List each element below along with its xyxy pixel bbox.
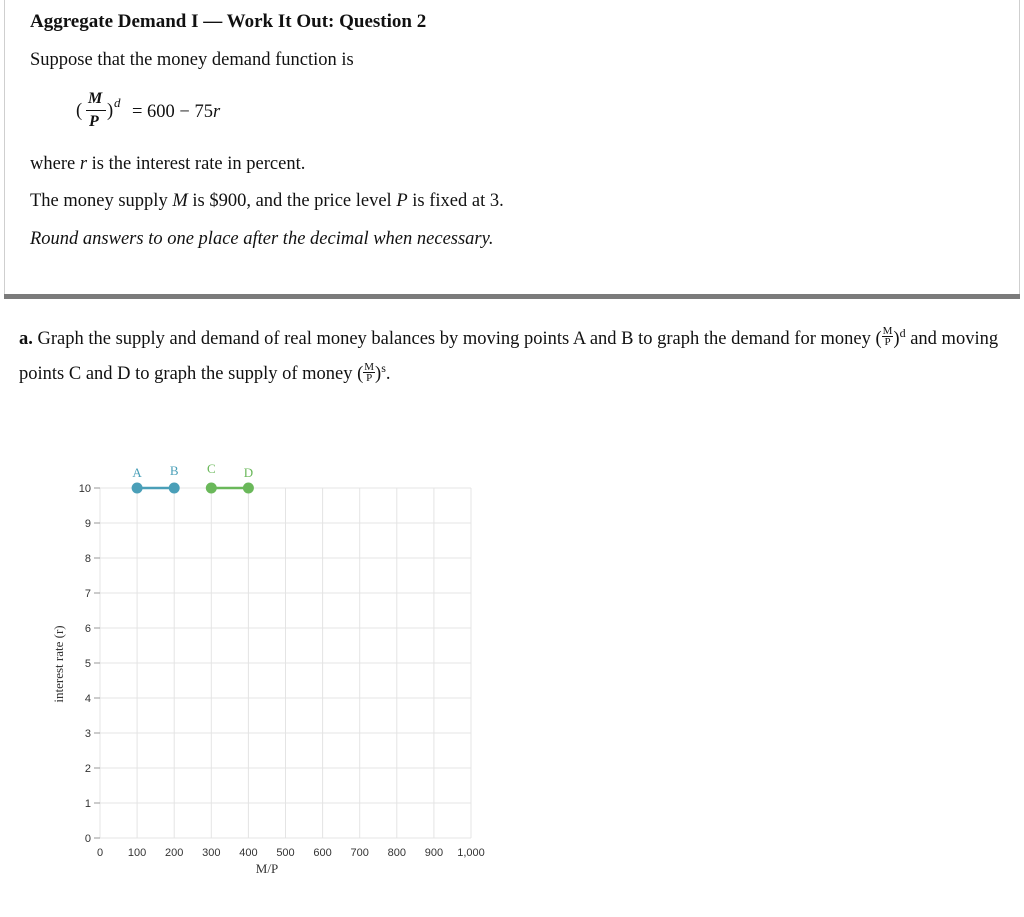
y-tick-label: 1 — [84, 798, 91, 810]
fraction-m-over-p: $\frac{M}{P}$ — [882, 325, 893, 349]
point-b-handle[interactable] — [169, 483, 180, 494]
fraction-m-over-p: $\frac{M}{P}$ — [364, 360, 375, 384]
point-a-handle[interactable] — [132, 483, 143, 494]
point-c-handle[interactable] — [206, 483, 217, 494]
part-a-prompt: a. Graph the supply and demand of real money balances by moving points A and B to graph the demand for money ( $\frac{M}{P}$ )$^d$ and moving points C and D to graph the supply of money ( $\frac{M}{P}$ )$^s$. — [19, 325, 999, 385]
x-tick-label: 1,000 — [457, 847, 485, 859]
y-axis-ticks — [79, 483, 100, 845]
x-tick-label: 700 — [350, 847, 369, 859]
question-title: Aggregate Demand I — Work It Out: Question 2 — [30, 11, 427, 32]
point-d-handle[interactable] — [243, 483, 254, 494]
y-tick-label: 9 — [84, 518, 91, 530]
x-tick-label: 300 — [202, 847, 221, 859]
equation-superscript: d — [114, 95, 121, 110]
chart-grid — [100, 488, 471, 838]
equation-numerator: M — [88, 90, 103, 107]
y-tick-label: 8 — [84, 553, 91, 565]
x-axis-label: M/P — [255, 861, 279, 876]
y-tick-label: 2 — [84, 763, 91, 775]
y-tick-label: 3 — [84, 728, 91, 740]
x-tick-label: 0 — [96, 847, 104, 859]
close-paren: ) — [107, 101, 114, 121]
x-tick-label: 600 — [313, 847, 332, 859]
money-market-graph[interactable] — [0, 450, 520, 890]
x-tick-label: 100 — [127, 847, 147, 859]
money-supply-statement: The money supply M is $900, and the price level P is fixed at 3. — [30, 191, 504, 211]
section-divider — [4, 294, 1020, 299]
point-c-label: C — [206, 461, 216, 476]
x-tick-label: 200 — [165, 847, 184, 859]
point-b-label: B — [169, 463, 179, 478]
fraction-bar — [86, 110, 106, 111]
equation-denominator: P — [89, 113, 99, 130]
chart-series — [132, 461, 254, 494]
x-tick-label: 900 — [424, 847, 444, 859]
interest-rate-definition: where r is the interest rate in percent. — [30, 154, 306, 174]
y-tick-label: 7 — [84, 588, 91, 600]
y-tick-label: 4 — [84, 693, 91, 705]
y-tick-label: 10 — [78, 483, 91, 495]
y-axis-label: interest rate (r) — [51, 625, 66, 703]
x-tick-label: 500 — [276, 847, 295, 859]
x-tick-label: 400 — [239, 847, 258, 859]
intro-text: Suppose that the money demand function is — [30, 50, 354, 70]
y-tick-label: 6 — [84, 623, 91, 635]
point-a-label: A — [132, 465, 142, 480]
equation-rhs: = 600 − 75r — [132, 102, 221, 122]
x-tick-label: 800 — [387, 847, 406, 859]
point-d-label: D — [243, 465, 254, 480]
x-axis-ticks — [97, 847, 485, 859]
rounding-instruction: Round answers to one place after the decimal when necessary. — [30, 229, 494, 249]
y-tick-label: 5 — [84, 658, 91, 670]
open-paren: ( — [76, 101, 83, 121]
y-tick-label: 0 — [84, 833, 91, 845]
